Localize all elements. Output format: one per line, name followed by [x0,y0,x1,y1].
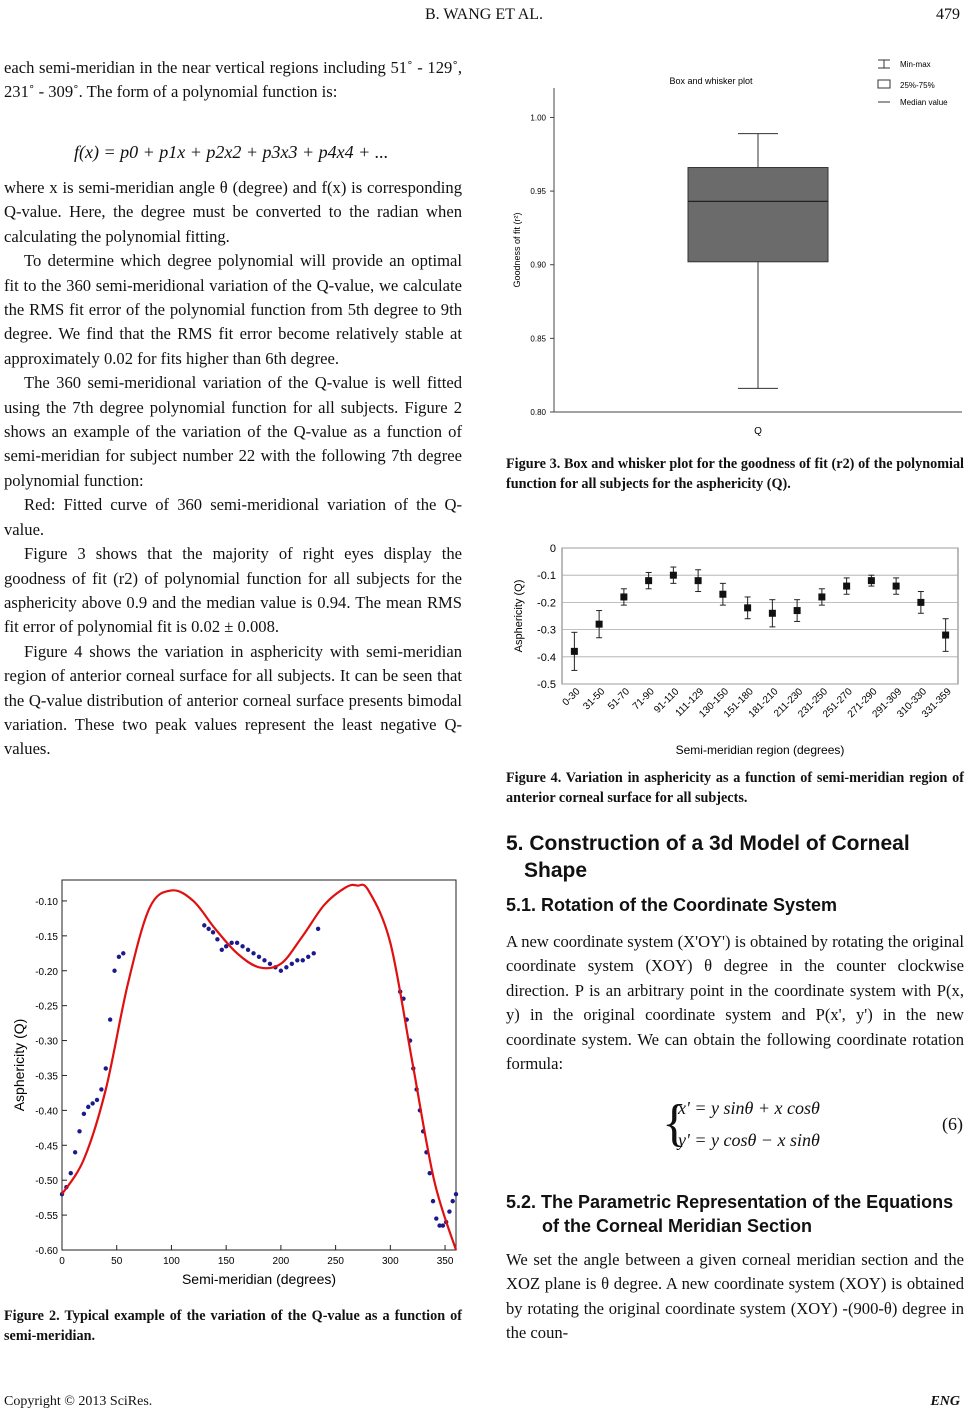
section-5-heading: 5. Construction of a 3d Model of Corneal Shape [506,832,910,882]
fig2-data-point [108,1017,112,1021]
fig4-xtick-label: 91-110 [652,686,682,716]
fig2-xtick-label: 50 [111,1256,123,1267]
figure-3-caption: Figure 3. Box and whisker plot for the goodness of fit (r2) of the polynomial function for all subjects for the asphericity (Q). [506,456,964,492]
fig2-yaxis-label: Asphericity (Q) [11,1018,27,1112]
equation-polynomial: f(x) = p0 + p1x + p2x2 + p3x3 + p4x4 + ... [74,142,389,162]
fig2-data-point [316,927,320,931]
fig4-data-point [620,593,627,600]
fig2-data-point [77,1129,81,1133]
fig2-data-point [95,1098,99,1102]
fig2-data-point [229,941,233,945]
fig4-xtick-label: 291-309 [870,686,905,721]
fig4-xtick-label: 51-70 [606,686,632,713]
figure-2-caption: Figure 2. Typical example of the variation of the Q-value as a function of semi-meridian. [4,1308,462,1344]
fig3-ytick-label: 0.85 [530,334,546,344]
fig4-data-point [670,572,677,579]
fig4-xtick-label: 331-359 [920,686,954,721]
fig2-xtick-label: 100 [163,1256,180,1267]
fig2-data-point [441,1223,445,1227]
para-figure4: Figure 4 shows the variation in asphericity with semi-meridian region of anterior corneal surface for all subjects. It can be seen that the Q-value distribution of anterior corneal surface presents bimodal variation. These two peak values represent the least negative Q-values. [4,641,462,759]
fig4-data-point [769,610,776,617]
equation-6a: x' = y sinθ + x cosθ [678,1098,820,1118]
fig2-data-point [447,1209,451,1213]
fig2-ytick-label: -0.10 [35,896,58,908]
fig2-data-point [301,958,305,962]
section-5-2-heading: 5.2. The Parametric Representation of the Equations of the Corneal Meridian Section [506,1192,954,1236]
para-polynomial-intro: each semi-meridian in the near vertical regions including 51˚ - 129˚, 231˚ - 309˚. The form of a polynomial function is: [4,58,462,102]
fig4-xtick-label: 211-230 [772,686,806,720]
para-red-curve: Red: Fitted curve of 360 semi-meridional variation of the Q-value. [4,495,462,539]
fig2-data-point [290,962,294,966]
fig2-data-point [451,1199,455,1203]
left-column-body [4,176,462,762]
fig2-data-point [431,1199,435,1203]
fig4-data-point [794,607,801,614]
fig4-xtick-label: 181-210 [746,686,781,721]
fig4-data-point [893,583,900,590]
fig2-data-point [202,923,206,927]
fig4-plot-frame [562,548,958,684]
running-header [0,6,968,24]
fig3-legend-iqr: 25%-75% [900,81,935,90]
page-number: 479 [936,6,960,23]
fig2-data-point [284,965,288,969]
figure-3-chart [506,48,966,444]
fig2-xtick-label: 0 [59,1256,65,1267]
equation-6b: y' = y cosθ − x sinθ [678,1130,820,1150]
fig4-ytick-label: -0.3 [537,624,556,637]
footer-journal: ENG [930,1394,960,1409]
header-title: B. WANG ET AL. [424,6,544,23]
fig2-ytick-label: -0.20 [35,966,58,978]
fig2-data-point [240,944,244,948]
fig2-ytick-label: -0.45 [35,1141,58,1153]
fig4-xtick-label: 271-290 [845,686,880,721]
fig4-data-point [917,599,924,606]
fig4-data-point [942,632,949,639]
fig2-data-point [220,948,224,952]
fig4-data-point [868,577,875,584]
fig2-ytick-label: -0.15 [35,931,58,943]
para-parametric: We set the angle between a given corneal meridian section and the XOZ plane is θ degree. A new coordinate system (XOY) is obtained by rotating the original coordinate system (XOY) -(900-θ) degree in the coun- [506,1250,964,1343]
fig3-ytick-label: 0.90 [530,260,546,270]
fig2-data-point [86,1105,90,1109]
fig2-data-point [268,962,272,966]
fig2-xtick-label: 250 [327,1256,344,1267]
fig2-data-point [257,955,261,959]
fig2-ytick-label: -0.50 [35,1176,58,1188]
fig3-legend-median: Median value [900,98,948,107]
fig2-xtick-label: 300 [381,1256,399,1267]
section-5-1-heading: 5.1. Rotation of the Coordinate System [506,895,838,915]
fig2-ytick-label: -0.60 [35,1246,58,1257]
fig2-data-point [295,958,299,962]
fig2-data-point [246,948,250,952]
fig2-data-point [206,927,210,931]
fig2-xtick-label: 150 [217,1256,235,1267]
fig2-data-point [90,1101,94,1105]
fig2-data-point [104,1066,108,1070]
fig4-xaxis-label: Semi-meridian region (degrees) [675,743,845,757]
fig3-legend-box-icon [878,80,890,88]
fig2-xaxis-label: Semi-meridian (degrees) [181,1271,337,1287]
fig2-ytick-label: -0.25 [35,1001,58,1013]
figure-2-chart [4,874,462,1294]
fig4-ytick-label: -0.2 [537,597,556,610]
footer-copyright: Copyright © 2013 SciRes. [4,1394,153,1409]
fig2-data-point [251,951,255,955]
equation-6-number: (6) [942,1114,963,1134]
fig4-ytick-label: -0.1 [537,570,556,583]
fig4-data-point [596,621,603,628]
fig4-xtick-label: 310-330 [895,686,929,721]
figure-4-chart [506,536,966,760]
para-fitted: The 360 semi-meridional variation of the Q-value is well fitted using the 7th degree polynomial function for all subjects. Figure 2 shows an example of the variation of the Q-value as a function of semi-meridian for subject number 22 with the following 7th degree polynomial function: [4,373,462,490]
fig2-data-point [235,941,239,945]
fig4-ytick-label: 0 [549,543,556,555]
fig2-data-point [112,969,116,973]
fig2-ytick-label: -0.40 [35,1106,58,1118]
fig4-xtick-label: 71-90 [630,686,657,713]
para-determine-degree: To determine which degree polynomial will provide an optimal fit to the 360 semi-meridional variation of the Q-value, we calculate the RMS fit error of the polynomial function from 5th degree to 9th degree. We find that the RMS fit error become relatively stable at approximately 0.02 for fits higher than 6th degree. [4,251,462,368]
fig3-yaxis-label: Goodness of fit (r²) [512,212,522,288]
fig2-data-point [121,951,125,955]
fig2-xtick-label: 350 [436,1256,454,1267]
fig2-data-point [82,1112,86,1116]
fig3-legend-minmax: Min-max [900,60,931,69]
fig2-data-point [73,1150,77,1154]
fig2-ytick-label: -0.30 [35,1036,58,1048]
fig4-xtick-label: 111-129 [673,686,707,720]
fig3-ytick-label: 0.95 [530,187,546,197]
fig3-ytick-label: 0.80 [530,408,546,417]
fig2-data-point [262,958,266,962]
fig2-data-point [434,1216,438,1220]
fig3-box [688,168,828,262]
fig4-data-point [818,593,825,600]
fig2-data-point [306,955,310,959]
fig4-xtick-label: 130-150 [697,686,731,721]
fig3-xaxis-label: Q [754,426,762,437]
left-column [4,56,462,105]
para-figure3: Figure 3 shows that the majority of right eyes display the goodness of fit (r2) of polynomial function for all subjects for the asphericity above 0.9 and the median value is 0.94. The mean RMS fit error of polynomial fit is 0.02 ± 0.008. [4,544,462,637]
para-where: where x is semi-meridian angle θ (degree) and f(x) is corresponding Q-value. Here, the degree must be converted to the radian when calculating the polynomial fitting. [4,178,462,246]
fig3-ytick-label: 1.00 [530,113,546,123]
fig4-data-point [695,577,702,584]
fig2-data-point [99,1087,103,1091]
fig4-xtick-label: 231-250 [796,686,830,721]
equation-6 [662,1095,963,1164]
fig2-ytick-label: -0.35 [35,1071,58,1083]
fig4-data-point [645,577,652,584]
fig3-title: Box and whisker plot [669,76,753,86]
fig2-data-point [117,955,121,959]
fig2-data-point [312,951,316,955]
fig2-plot-frame [62,880,456,1250]
fig2-xtick-label: 200 [272,1256,290,1267]
fig4-data-point [571,648,578,655]
fig4-yaxis-label: Asphericity (Q) [513,579,525,653]
fig4-data-point [744,604,751,611]
fig2-ytick-label: -0.55 [35,1211,58,1223]
fig4-ytick-label: -0.5 [537,679,556,691]
fig4-data-point [719,591,726,598]
fig4-xtick-label: 0-30 [560,686,583,709]
fig4-xtick-label: 31-50 [581,686,608,713]
fig4-xtick-label: 251-270 [821,686,855,721]
para-rotation: A new coordinate system (X'OY') is obtained by rotating the original coordinate system (XOY) θ degree in the counter clockwise direction. P is an arbitrary point in the coordinate system with P(x, y) in the original coordinate system and P(x', y') in the new coordinate system. We can obtain the following coordinate rotation formula: [506,932,964,1074]
fig2-data-point [215,937,219,941]
fig2-data-point [211,930,215,934]
fig2-data-point [454,1192,458,1196]
fig2-data-point [279,969,283,973]
fig4-data-point [843,583,850,590]
figure-4-caption: Figure 4. Variation in asphericity as a function of semi-meridian region of anterior corneal surface for all subjects. [506,770,964,806]
fig4-xtick-label: 151-180 [722,686,756,721]
equation-brace: { [662,1095,687,1152]
fig4-ytick-label: -0.4 [537,651,556,664]
fig2-data-point [69,1171,73,1175]
